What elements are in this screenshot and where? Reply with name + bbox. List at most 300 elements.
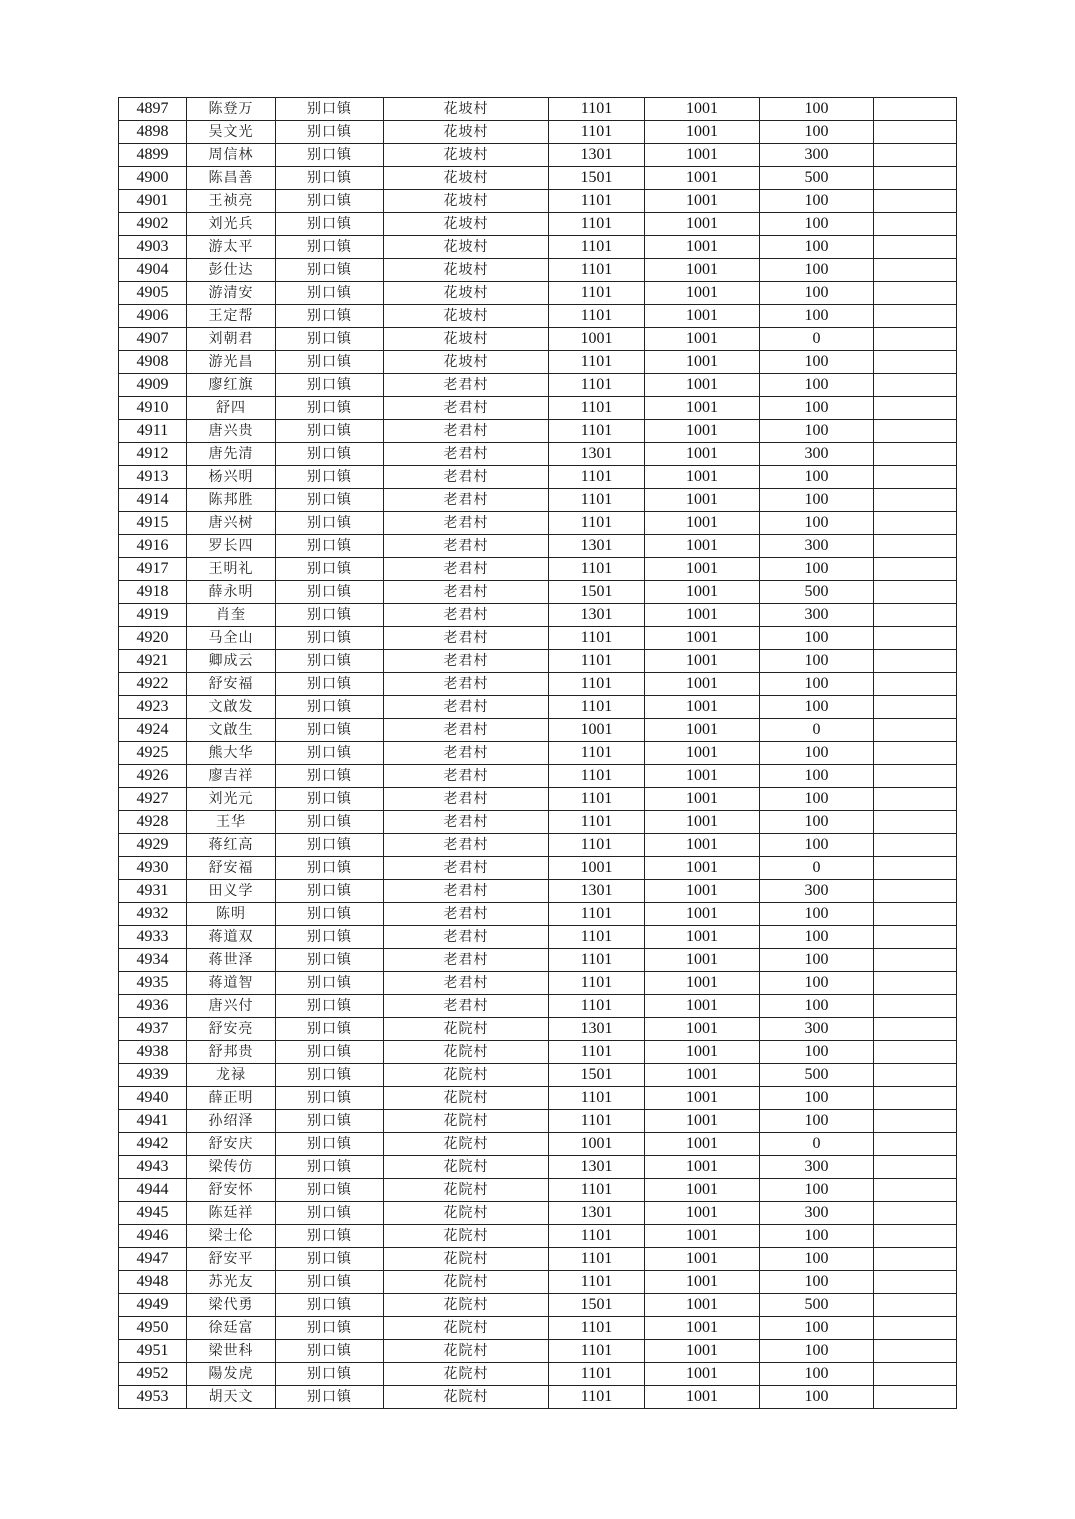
amount-cell: 100 [760, 972, 874, 995]
code-b-cell: 1001 [645, 926, 760, 949]
amount-cell: 300 [760, 1156, 874, 1179]
amount-cell: 100 [760, 489, 874, 512]
code-b-cell: 1001 [645, 1087, 760, 1110]
name-cell: 陈廷祥 [187, 1202, 276, 1225]
amount-cell: 100 [760, 1225, 874, 1248]
name-cell: 薛永明 [187, 581, 276, 604]
roster-body [119, 98, 957, 1409]
town-cell: 别口镇 [276, 374, 384, 397]
code-b-cell: 1001 [645, 213, 760, 236]
remark-cell [874, 1340, 957, 1363]
name-cell: 唐先清 [187, 443, 276, 466]
village-cell: 花院村 [384, 1340, 549, 1363]
table-row [119, 236, 957, 259]
amount-cell: 0 [760, 857, 874, 880]
table-row [119, 535, 957, 558]
code-a-cell: 1101 [549, 98, 645, 121]
code-b-cell: 1001 [645, 443, 760, 466]
town-cell: 别口镇 [276, 1386, 384, 1409]
remark-cell [874, 834, 957, 857]
name-cell: 吴文光 [187, 121, 276, 144]
town-cell: 别口镇 [276, 305, 384, 328]
code-a-cell: 1101 [549, 351, 645, 374]
town-cell: 别口镇 [276, 282, 384, 305]
name-cell: 舒安亮 [187, 1018, 276, 1041]
table-row [119, 121, 957, 144]
amount-cell: 100 [760, 1271, 874, 1294]
code-a-cell: 1301 [549, 144, 645, 167]
code-a-cell: 1101 [549, 213, 645, 236]
amount-cell: 100 [760, 834, 874, 857]
town-cell: 别口镇 [276, 351, 384, 374]
town-cell: 别口镇 [276, 604, 384, 627]
code-b-cell: 1001 [645, 949, 760, 972]
remark-cell [874, 98, 957, 121]
row-number-cell: 4941 [119, 1110, 187, 1133]
table-row [119, 213, 957, 236]
remark-cell [874, 1064, 957, 1087]
town-cell: 别口镇 [276, 1317, 384, 1340]
remark-cell [874, 1133, 957, 1156]
row-number-cell: 4939 [119, 1064, 187, 1087]
name-cell: 蒋道智 [187, 972, 276, 995]
name-cell: 马全山 [187, 627, 276, 650]
town-cell: 别口镇 [276, 719, 384, 742]
remark-cell [874, 995, 957, 1018]
code-b-cell: 1001 [645, 259, 760, 282]
remark-cell [874, 972, 957, 995]
village-cell: 老君村 [384, 742, 549, 765]
remark-cell [874, 1271, 957, 1294]
remark-cell [874, 121, 957, 144]
amount-cell: 100 [760, 305, 874, 328]
name-cell: 陈明 [187, 903, 276, 926]
town-cell: 别口镇 [276, 98, 384, 121]
row-number-cell: 4928 [119, 811, 187, 834]
row-number-cell: 4944 [119, 1179, 187, 1202]
amount-cell: 500 [760, 167, 874, 190]
village-cell: 花坡村 [384, 351, 549, 374]
town-cell: 别口镇 [276, 328, 384, 351]
amount-cell: 100 [760, 903, 874, 926]
code-b-cell: 1001 [645, 857, 760, 880]
town-cell: 别口镇 [276, 167, 384, 190]
row-number-cell: 4901 [119, 190, 187, 213]
code-b-cell: 1001 [645, 167, 760, 190]
name-cell: 蒋道双 [187, 926, 276, 949]
code-b-cell: 1001 [645, 604, 760, 627]
code-b-cell: 1001 [645, 972, 760, 995]
amount-cell: 100 [760, 121, 874, 144]
name-cell: 罗长四 [187, 535, 276, 558]
code-b-cell: 1001 [645, 1386, 760, 1409]
name-cell: 梁传仿 [187, 1156, 276, 1179]
remark-cell [874, 673, 957, 696]
remark-cell [874, 742, 957, 765]
remark-cell [874, 1041, 957, 1064]
town-cell: 别口镇 [276, 788, 384, 811]
code-a-cell: 1101 [549, 673, 645, 696]
village-cell: 花院村 [384, 1294, 549, 1317]
row-number-cell: 4927 [119, 788, 187, 811]
town-cell: 别口镇 [276, 1133, 384, 1156]
code-a-cell: 1101 [549, 121, 645, 144]
code-b-cell: 1001 [645, 1317, 760, 1340]
row-number-cell: 4935 [119, 972, 187, 995]
village-cell: 花院村 [384, 1179, 549, 1202]
remark-cell [874, 535, 957, 558]
village-cell: 老君村 [384, 880, 549, 903]
town-cell: 别口镇 [276, 1110, 384, 1133]
code-a-cell: 1301 [549, 535, 645, 558]
amount-cell: 300 [760, 535, 874, 558]
amount-cell: 300 [760, 604, 874, 627]
code-b-cell: 1001 [645, 811, 760, 834]
village-cell: 花院村 [384, 1018, 549, 1041]
amount-cell: 100 [760, 190, 874, 213]
table-row [119, 742, 957, 765]
table-row [119, 558, 957, 581]
town-cell: 别口镇 [276, 1087, 384, 1110]
code-a-cell: 1101 [549, 1317, 645, 1340]
code-a-cell: 1101 [549, 650, 645, 673]
row-number-cell: 4906 [119, 305, 187, 328]
code-b-cell: 1001 [645, 880, 760, 903]
amount-cell: 100 [760, 236, 874, 259]
name-cell: 肖奎 [187, 604, 276, 627]
code-b-cell: 1001 [645, 420, 760, 443]
table-row [119, 466, 957, 489]
name-cell: 舒安平 [187, 1248, 276, 1271]
remark-cell [874, 949, 957, 972]
village-cell: 老君村 [384, 650, 549, 673]
code-a-cell: 1101 [549, 1363, 645, 1386]
remark-cell [874, 1110, 957, 1133]
table-row [119, 443, 957, 466]
code-a-cell: 1301 [549, 880, 645, 903]
code-b-cell: 1001 [645, 466, 760, 489]
table-row [119, 995, 957, 1018]
code-b-cell: 1001 [645, 512, 760, 535]
code-a-cell: 1101 [549, 282, 645, 305]
town-cell: 别口镇 [276, 535, 384, 558]
row-number-cell: 4911 [119, 420, 187, 443]
name-cell: 舒邦贵 [187, 1041, 276, 1064]
town-cell: 别口镇 [276, 1225, 384, 1248]
code-b-cell: 1001 [645, 1271, 760, 1294]
row-number-cell: 4910 [119, 397, 187, 420]
code-a-cell: 1001 [549, 719, 645, 742]
village-cell: 老君村 [384, 834, 549, 857]
code-a-cell: 1101 [549, 811, 645, 834]
town-cell: 别口镇 [276, 1271, 384, 1294]
amount-cell: 100 [760, 995, 874, 1018]
remark-cell [874, 765, 957, 788]
table-row [119, 1179, 957, 1202]
table-row [119, 765, 957, 788]
code-a-cell: 1101 [549, 1248, 645, 1271]
remark-cell [874, 512, 957, 535]
row-number-cell: 4934 [119, 949, 187, 972]
name-cell: 彭仕达 [187, 259, 276, 282]
code-a-cell: 1101 [549, 788, 645, 811]
village-cell: 花坡村 [384, 213, 549, 236]
name-cell: 卿成云 [187, 650, 276, 673]
remark-cell [874, 1179, 957, 1202]
amount-cell: 100 [760, 259, 874, 282]
remark-cell [874, 604, 957, 627]
name-cell: 陈邦胜 [187, 489, 276, 512]
amount-cell: 100 [760, 397, 874, 420]
name-cell: 陽发虎 [187, 1363, 276, 1386]
town-cell: 别口镇 [276, 121, 384, 144]
town-cell: 别口镇 [276, 696, 384, 719]
row-number-cell: 4929 [119, 834, 187, 857]
remark-cell [874, 1363, 957, 1386]
town-cell: 别口镇 [276, 1202, 384, 1225]
name-cell: 文啟生 [187, 719, 276, 742]
amount-cell: 500 [760, 1064, 874, 1087]
village-cell: 老君村 [384, 489, 549, 512]
code-b-cell: 1001 [645, 144, 760, 167]
name-cell: 唐兴付 [187, 995, 276, 1018]
town-cell: 别口镇 [276, 1018, 384, 1041]
town-cell: 别口镇 [276, 1179, 384, 1202]
table-row [119, 1225, 957, 1248]
row-number-cell: 4900 [119, 167, 187, 190]
row-number-cell: 4948 [119, 1271, 187, 1294]
village-cell: 老君村 [384, 535, 549, 558]
village-cell: 花坡村 [384, 190, 549, 213]
village-cell: 老君村 [384, 558, 549, 581]
table-row [119, 857, 957, 880]
code-a-cell: 1101 [549, 627, 645, 650]
row-number-cell: 4922 [119, 673, 187, 696]
code-a-cell: 1101 [549, 1110, 645, 1133]
table-row [119, 420, 957, 443]
village-cell: 老君村 [384, 512, 549, 535]
name-cell: 龙禄 [187, 1064, 276, 1087]
code-b-cell: 1001 [645, 696, 760, 719]
remark-cell [874, 719, 957, 742]
code-b-cell: 1001 [645, 834, 760, 857]
amount-cell: 100 [760, 650, 874, 673]
remark-cell [874, 236, 957, 259]
table-row [119, 1271, 957, 1294]
row-number-cell: 4953 [119, 1386, 187, 1409]
name-cell: 刘光元 [187, 788, 276, 811]
code-b-cell: 1001 [645, 995, 760, 1018]
remark-cell [874, 374, 957, 397]
row-number-cell: 4902 [119, 213, 187, 236]
name-cell: 苏光友 [187, 1271, 276, 1294]
remark-cell [874, 696, 957, 719]
remark-cell [874, 650, 957, 673]
name-cell: 舒安福 [187, 673, 276, 696]
amount-cell: 100 [760, 696, 874, 719]
name-cell: 王华 [187, 811, 276, 834]
row-number-cell: 4945 [119, 1202, 187, 1225]
town-cell: 别口镇 [276, 259, 384, 282]
code-a-cell: 1501 [549, 1294, 645, 1317]
row-number-cell: 4909 [119, 374, 187, 397]
code-a-cell: 1101 [549, 696, 645, 719]
village-cell: 老君村 [384, 995, 549, 1018]
table-row [119, 190, 957, 213]
table-row [119, 1363, 957, 1386]
town-cell: 别口镇 [276, 466, 384, 489]
amount-cell: 500 [760, 1294, 874, 1317]
table-row [119, 144, 957, 167]
town-cell: 别口镇 [276, 213, 384, 236]
row-number-cell: 4898 [119, 121, 187, 144]
town-cell: 别口镇 [276, 627, 384, 650]
remark-cell [874, 1386, 957, 1409]
code-a-cell: 1101 [549, 466, 645, 489]
code-b-cell: 1001 [645, 121, 760, 144]
town-cell: 别口镇 [276, 1248, 384, 1271]
town-cell: 别口镇 [276, 926, 384, 949]
code-a-cell: 1101 [549, 1041, 645, 1064]
row-number-cell: 4933 [119, 926, 187, 949]
amount-cell: 100 [760, 98, 874, 121]
name-cell: 杨兴明 [187, 466, 276, 489]
village-cell: 花院村 [384, 1133, 549, 1156]
code-a-cell: 1101 [549, 1225, 645, 1248]
code-b-cell: 1001 [645, 1340, 760, 1363]
code-a-cell: 1501 [549, 1064, 645, 1087]
row-number-cell: 4904 [119, 259, 187, 282]
table-row [119, 1041, 957, 1064]
code-b-cell: 1001 [645, 351, 760, 374]
code-a-cell: 1101 [549, 236, 645, 259]
row-number-cell: 4917 [119, 558, 187, 581]
remark-cell [874, 1248, 957, 1271]
amount-cell: 300 [760, 443, 874, 466]
table-row [119, 1294, 957, 1317]
remark-cell [874, 328, 957, 351]
village-cell: 花坡村 [384, 121, 549, 144]
amount-cell: 100 [760, 788, 874, 811]
name-cell: 王定帮 [187, 305, 276, 328]
code-a-cell: 1101 [549, 512, 645, 535]
code-a-cell: 1501 [549, 167, 645, 190]
code-a-cell: 1001 [549, 328, 645, 351]
village-cell: 花院村 [384, 1248, 549, 1271]
name-cell: 廖红旗 [187, 374, 276, 397]
code-b-cell: 1001 [645, 535, 760, 558]
name-cell: 蒋红高 [187, 834, 276, 857]
name-cell: 梁代勇 [187, 1294, 276, 1317]
row-number-cell: 4930 [119, 857, 187, 880]
village-cell: 老君村 [384, 604, 549, 627]
table-row [119, 1110, 957, 1133]
table-row [119, 834, 957, 857]
code-b-cell: 1001 [645, 328, 760, 351]
code-b-cell: 1001 [645, 397, 760, 420]
table-row [119, 305, 957, 328]
amount-cell: 100 [760, 1386, 874, 1409]
code-a-cell: 1101 [549, 949, 645, 972]
row-number-cell: 4897 [119, 98, 187, 121]
code-b-cell: 1001 [645, 1018, 760, 1041]
code-a-cell: 1101 [549, 1386, 645, 1409]
code-b-cell: 1001 [645, 650, 760, 673]
row-number-cell: 4937 [119, 1018, 187, 1041]
village-cell: 老君村 [384, 765, 549, 788]
village-cell: 花坡村 [384, 328, 549, 351]
row-number-cell: 4936 [119, 995, 187, 1018]
row-number-cell: 4916 [119, 535, 187, 558]
name-cell: 游清安 [187, 282, 276, 305]
amount-cell: 100 [760, 1317, 874, 1340]
row-number-cell: 4932 [119, 903, 187, 926]
roster-table [118, 97, 957, 1409]
town-cell: 别口镇 [276, 880, 384, 903]
row-number-cell: 4915 [119, 512, 187, 535]
table-row [119, 903, 957, 926]
village-cell: 花院村 [384, 1363, 549, 1386]
town-cell: 别口镇 [276, 558, 384, 581]
table-row [119, 1064, 957, 1087]
village-cell: 花院村 [384, 1156, 549, 1179]
name-cell: 徐廷富 [187, 1317, 276, 1340]
name-cell: 梁世科 [187, 1340, 276, 1363]
code-a-cell: 1301 [549, 1018, 645, 1041]
remark-cell [874, 880, 957, 903]
amount-cell: 100 [760, 1041, 874, 1064]
code-a-cell: 1101 [549, 926, 645, 949]
code-b-cell: 1001 [645, 627, 760, 650]
town-cell: 别口镇 [276, 581, 384, 604]
town-cell: 别口镇 [276, 811, 384, 834]
village-cell: 老君村 [384, 972, 549, 995]
code-a-cell: 1301 [549, 604, 645, 627]
town-cell: 别口镇 [276, 420, 384, 443]
row-number-cell: 4918 [119, 581, 187, 604]
village-cell: 老君村 [384, 696, 549, 719]
row-number-cell: 4942 [119, 1133, 187, 1156]
code-a-cell: 1101 [549, 765, 645, 788]
amount-cell: 100 [760, 627, 874, 650]
table-row [119, 328, 957, 351]
table-row [119, 972, 957, 995]
code-b-cell: 1001 [645, 903, 760, 926]
name-cell: 陈登万 [187, 98, 276, 121]
remark-cell [874, 213, 957, 236]
code-b-cell: 1001 [645, 742, 760, 765]
village-cell: 老君村 [384, 926, 549, 949]
village-cell: 花坡村 [384, 282, 549, 305]
code-b-cell: 1001 [645, 1248, 760, 1271]
remark-cell [874, 443, 957, 466]
village-cell: 老君村 [384, 903, 549, 926]
amount-cell: 100 [760, 282, 874, 305]
town-cell: 别口镇 [276, 1294, 384, 1317]
code-a-cell: 1101 [549, 259, 645, 282]
table-row [119, 1340, 957, 1363]
table-row [119, 926, 957, 949]
table-row [119, 627, 957, 650]
code-b-cell: 1001 [645, 1156, 760, 1179]
village-cell: 花坡村 [384, 144, 549, 167]
amount-cell: 100 [760, 1340, 874, 1363]
code-a-cell: 1101 [549, 190, 645, 213]
remark-cell [874, 144, 957, 167]
code-b-cell: 1001 [645, 374, 760, 397]
town-cell: 别口镇 [276, 489, 384, 512]
village-cell: 老君村 [384, 397, 549, 420]
